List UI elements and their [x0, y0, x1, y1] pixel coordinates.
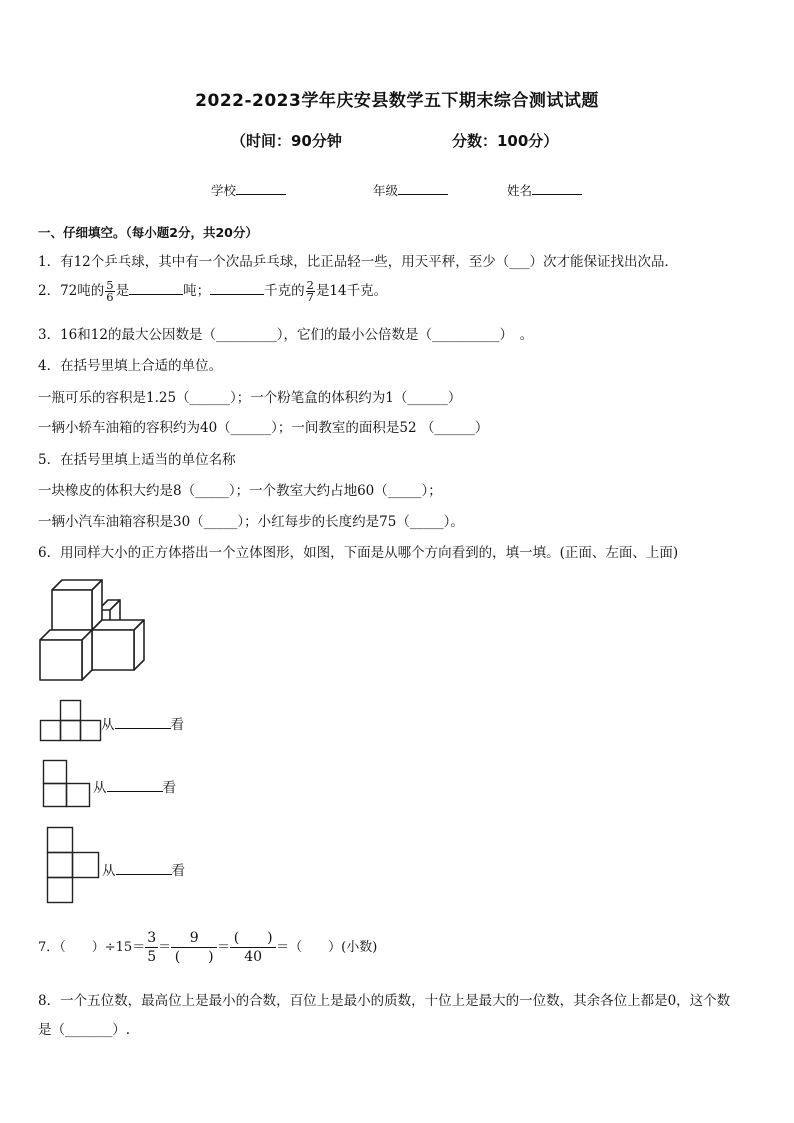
view-shape-3 — [47, 827, 101, 903]
question-7 — [38, 929, 377, 966]
frac-denominator: 6 — [106, 290, 114, 304]
name-blank[interactable] — [532, 182, 582, 195]
cube-face — [52, 590, 92, 630]
view-label-from: 从 — [93, 780, 107, 796]
grade-label: 年级 — [373, 183, 399, 198]
view-2-label — [93, 776, 176, 796]
exam-score: 分数：100分） — [452, 132, 559, 150]
cube-face — [40, 640, 82, 680]
q2-prefix: 2．72吨的 — [38, 283, 105, 299]
view-shape-2 — [43, 760, 91, 808]
frac-denominator: 5 — [147, 949, 157, 965]
frac-denominator: 40 — [244, 949, 263, 965]
fraction-2-7 — [306, 280, 315, 303]
q2-text: 是14千克。 — [315, 283, 388, 299]
q7-prefix: 7．（ ）÷15＝ — [38, 940, 146, 955]
cube-face — [134, 620, 144, 670]
view-3-label — [102, 859, 185, 879]
view-label-look: 看 — [171, 863, 185, 879]
frac-denominator-blank[interactable]: ( ) — [174, 949, 214, 965]
grade-blank[interactable] — [398, 182, 448, 195]
cube-figure — [36, 574, 148, 684]
school-field — [211, 181, 286, 199]
view-1-label — [101, 713, 184, 733]
question-1: 1．有12个乒乓球，其中有一个次品乒乓球，比正品轻一些，用天平秤，至少（___）次才能保证找出次品． — [38, 254, 679, 270]
view-shape-1 — [40, 700, 102, 742]
school-blank[interactable] — [236, 182, 286, 195]
frac-numerator: 5 — [106, 278, 114, 292]
question-5: 5．在括号里填上适当的单位名称 — [38, 452, 236, 468]
question-6: 6．用同样大小的正方体搭出一个立体图形，如图，下面是从哪个方向看到的，填一填。(正面、左面、上面) — [38, 545, 679, 561]
question-4: 4．在括号里填上合适的单位。 — [38, 358, 223, 374]
section-heading: 一、仔细填空。（每小题2分，共20分） — [38, 225, 258, 240]
view-3-blank[interactable] — [116, 862, 172, 875]
q4-line-1: 一瓶可乐的容积是1.25（______）；一个粉笔盒的体积约为1（______） — [38, 390, 462, 406]
q5-line-2: 一辆小汽车油箱容积是30（_____）；小红每步的长度约是75（_____）。 — [38, 514, 464, 530]
q2-text: 吨； — [183, 283, 211, 299]
view-label-from: 从 — [101, 717, 115, 733]
q4-line-2: 一辆小轿车油箱的容积约为40（______）；一间教室的面积是52 （______） — [38, 420, 489, 436]
q7-equals: ＝ — [217, 940, 231, 955]
view-label-look: 看 — [162, 780, 176, 796]
q2-blank-2[interactable] — [210, 282, 264, 295]
page-title: 2022-2023学年庆安县数学五下期末综合测试试题 — [195, 91, 599, 111]
question-3: 3．16和12的最大公因数是（_________），它们的最小公倍数是（__________） 。 — [38, 327, 534, 343]
view-label-look: 看 — [170, 717, 184, 733]
fraction-5-6 — [105, 280, 114, 303]
cube-face — [92, 630, 134, 670]
q7-suffix: ＝（ ）(小数) — [276, 940, 378, 955]
name-field — [507, 181, 582, 199]
q8-line-2: 是（_______）. — [38, 1022, 131, 1038]
q7-equals: ＝ — [158, 940, 172, 955]
q2-text: 是 — [115, 283, 130, 299]
frac-numerator-blank[interactable]: ( ) — [230, 929, 276, 948]
fraction-3-5 — [145, 929, 158, 966]
frac-numerator: 9 — [171, 929, 217, 948]
frac-numerator: 2 — [306, 278, 314, 292]
cube-face — [82, 630, 92, 680]
q2-text: 千克的 — [264, 283, 305, 299]
view-2-blank[interactable] — [107, 779, 163, 792]
question-8: 8．一个五位数，最高位上是最小的合数，百位上是最小的质数，十位上是最大的一位数，其余各位上都是0，这个数 — [38, 993, 731, 1009]
fraction-9-blank — [171, 929, 217, 966]
question-2 — [38, 279, 387, 303]
fraction-blank-40 — [230, 929, 276, 966]
school-label: 学校 — [211, 183, 237, 198]
exam-time: （时间：90分钟 — [231, 132, 342, 150]
view-1-blank[interactable] — [115, 716, 171, 729]
frac-numerator: 3 — [147, 930, 157, 946]
frac-denominator: 7 — [306, 290, 314, 304]
name-label: 姓名 — [507, 183, 533, 198]
q2-blank-1[interactable] — [129, 282, 183, 295]
grade-field — [373, 181, 448, 199]
q5-line-1: 一块橡皮的体积大约是8（_____）；一个教室大约占地60（_____）； — [38, 483, 442, 499]
view-label-from: 从 — [102, 863, 116, 879]
